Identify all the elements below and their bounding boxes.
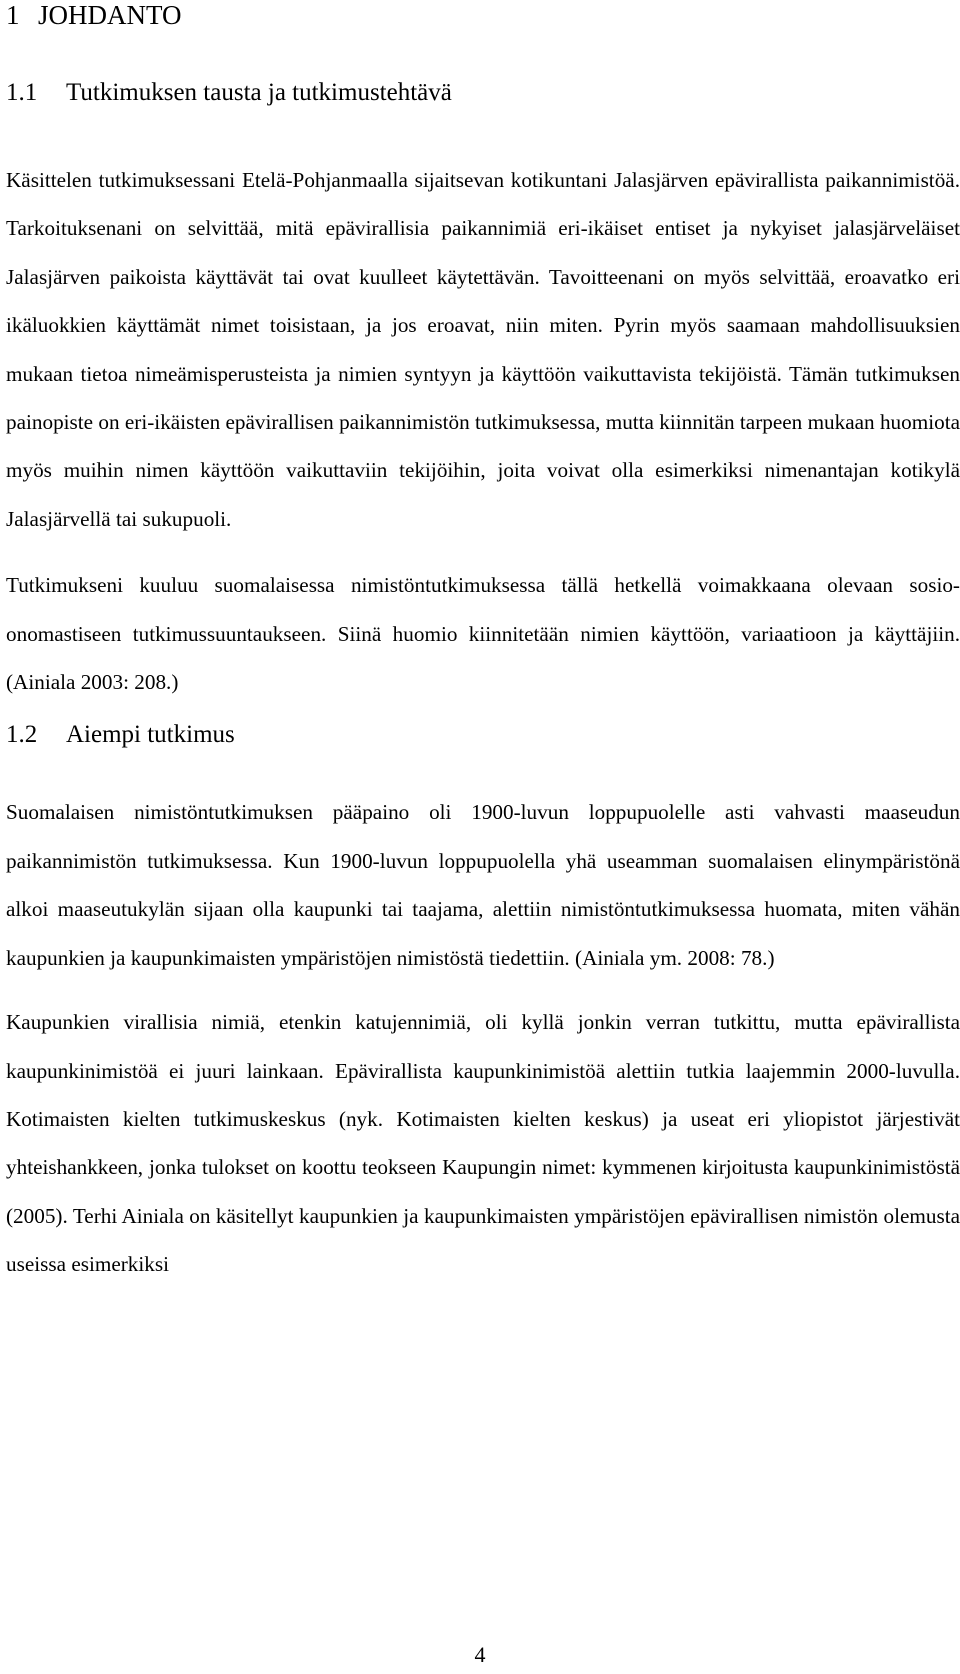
- chapter-heading: [6, 0, 960, 30]
- paragraph: Käsittelen tutkimuksessani Etelä-Pohjanmaalla sijaitsevan kotikuntani Jalasjärven epävirallista paikannimistöä. Tarkoituksenani on selvittää, mitä epävirallisia paikannimiä eri-ikäiset entiset ja nykyiset jalasjärveläiset Jalasjärven paikoista käyttävät tai ovat kuulleet käytettävän. Tavoitteenani on myös selvittää, eroavatko eri ikäluokkien käyttämät nimet toisistaan, ja jos eroavat, niin miten. Pyrin myös saamaan mahdollisuuksien mukaan tietoa nimeämisperusteista ja nimien syntyyn ja käyttöön vaikuttavista tekijöistä. Tämän tutkimuksen painopiste on eri-ikäisten epävirallisen paikannimistön tutkimuksessa, mutta kiinnitän tarpeen mukaan huomiota myös muihin nimen käyttöön vaikuttaviin tekijöihin, joita voivat olla esimerkiksi nimenantajan kotikylä Jalasjärvellä tai sukupuoli.: [6, 168, 960, 531]
- page-content: [6, 0, 960, 1289]
- section-title: Tutkimuksen tausta ja tutkimustehtävä: [66, 79, 452, 106]
- paragraph: Kaupunkien virallisia nimiä, etenkin katujennimiä, oli kyllä jonkin verran tutkittu, mutta epävirallista kaupunkinimistöä ei juuri lainkaan. Epävirallista kaupunkinimistöä alettiin tutkia laajemmin 2000-luvulla. Kotimaisten kielten tutkimuskeskus (nyk. Kotimaisten kielten keskus) ja useat eri yliopistot järjestivät yhteishankkeen, jonka tulokset on koottu teokseen Kaupungin nimet: kymmenen kirjoitusta kaupunkinimistöstä (2005). Terhi Ainiala on käsitellyt kaupunkien ja kaupunkimaisten ympäristöjen epävirallisen nimistön olemusta useissa esimerkiksi: [6, 1010, 960, 1277]
- page-number: 4: [474, 1642, 486, 1667]
- chapter-title: JOHDANTO: [38, 0, 182, 30]
- chapter-number: 1: [6, 0, 20, 30]
- section-heading-1-2: [6, 720, 960, 750]
- section-number: 1.1: [6, 79, 38, 106]
- paragraph: Suomalaisen nimistöntutkimuksen pääpaino oli 1900-luvun loppupuolelle asti vahvasti maaseudun paikannimistön tutkimuksessa. Kun 1900-luvun loppupuolella yhä useamman suomalaisen elinympäristönä alkoi maaseutukylän sijaan olla kaupunki tai taajama, alettiin nimistöntutkimuksessa huomata, miten vähän kaupunkien ja kaupunkimaisten ympäristöjen nimistöstä tiedettiin. (Ainiala ym. 2008: 78.): [6, 800, 960, 970]
- paragraph: Tutkimukseni kuuluu suomalaisessa nimistöntutkimuksessa tällä hetkellä voimakkaana olevaan sosio-onomastiseen tutkimussuuntaukseen. Siinä huomio kiinnitetään nimien käyttöön, variaatioon ja käyttäjiin. (Ainiala 2003: 208.): [6, 573, 960, 695]
- section-number: 1.2: [6, 721, 38, 749]
- section-title: Aiempi tutkimus: [66, 721, 235, 749]
- section-heading-1-1: [6, 78, 960, 108]
